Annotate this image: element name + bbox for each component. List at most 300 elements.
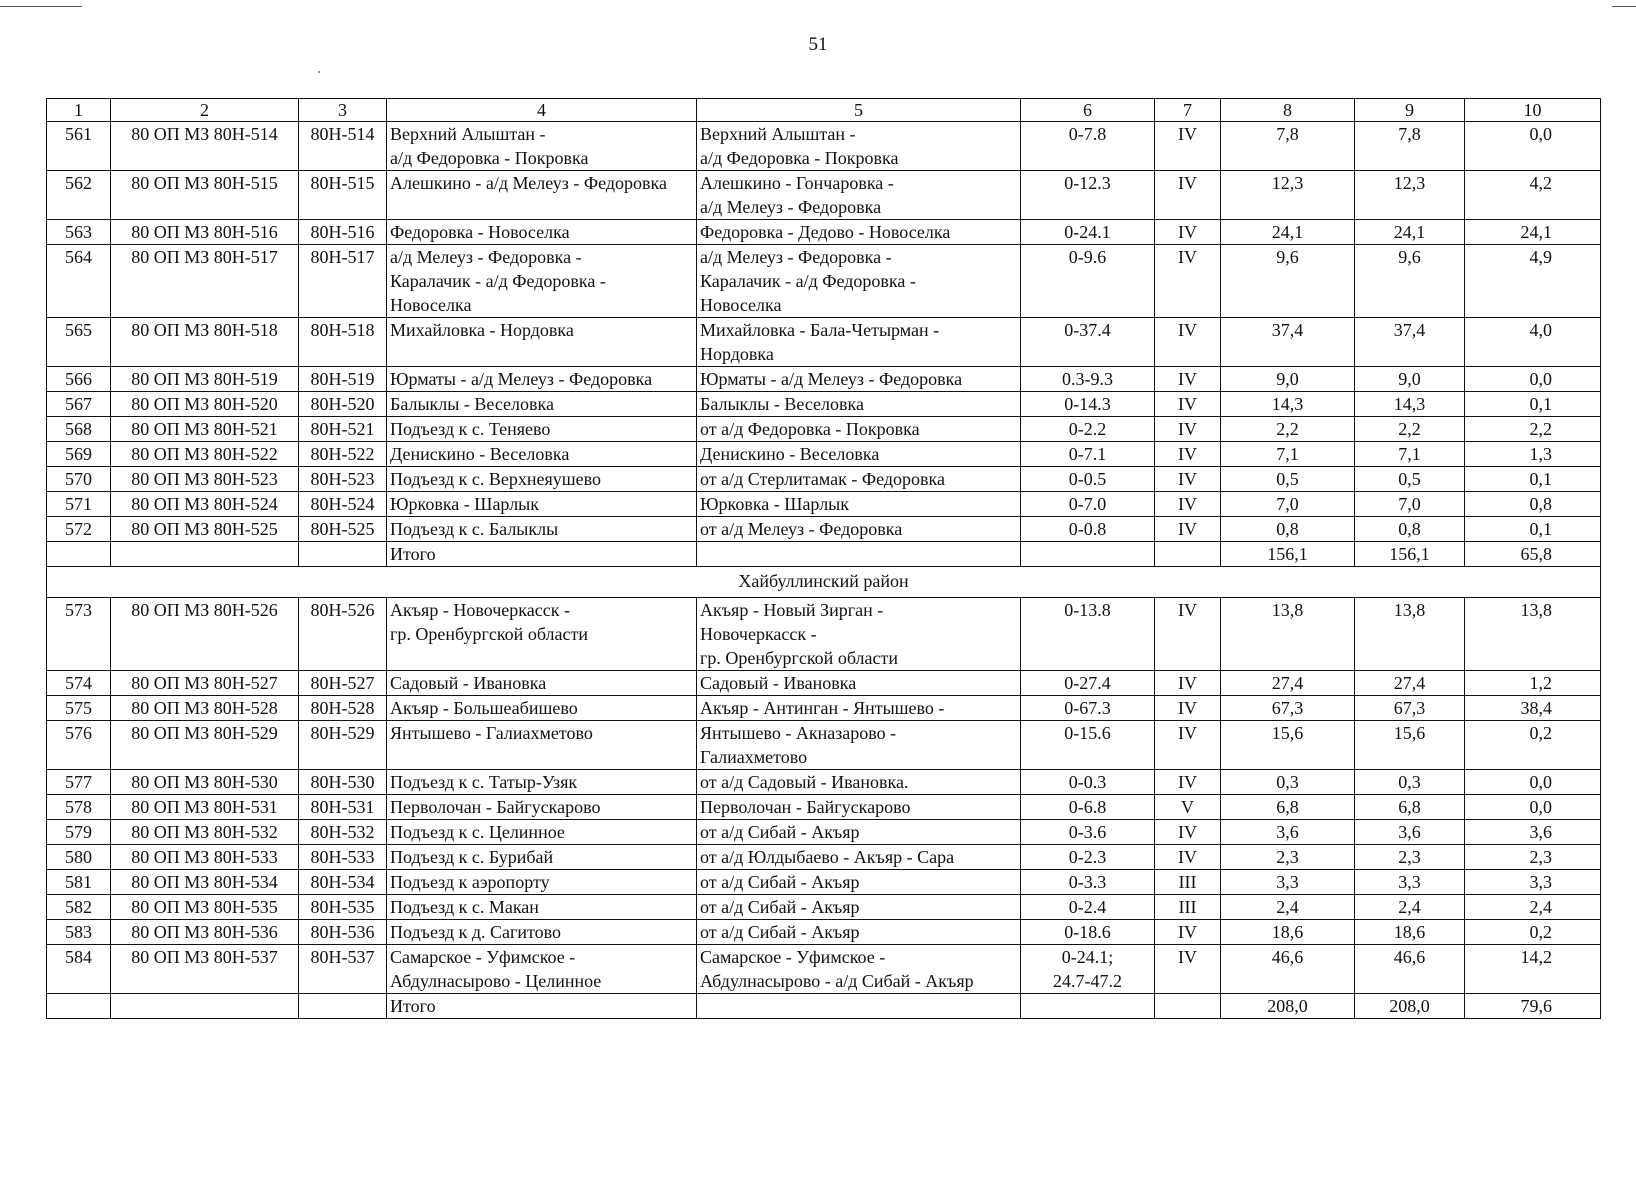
km-range: 0-7.8 (1021, 122, 1155, 171)
km-range: 0-0.5 (1021, 467, 1155, 492)
road-category: IV (1155, 392, 1221, 417)
empty-cell (1155, 542, 1221, 567)
km-range: 0-2.3 (1021, 845, 1155, 870)
road-name: а/д Мелеуз - Федоровка - Каралачик - а/д Федоровка - Новоселка (387, 245, 697, 318)
length-value: 3,3 (1465, 870, 1601, 895)
length-regional: 7,0 (1355, 492, 1465, 517)
row-number: 567 (47, 392, 111, 417)
length-regional: 27,4 (1355, 671, 1465, 696)
row-number: 571 (47, 492, 111, 517)
road-name: Акъяр - Новочеркасск - гр. Оренбургской области (387, 598, 697, 671)
road-category: IV (1155, 671, 1221, 696)
road-id: 80 ОП МЗ 80Н-531 (111, 795, 299, 820)
row-number: 576 (47, 721, 111, 770)
length-regional: 15,6 (1355, 721, 1465, 770)
column-number: 7 (1155, 99, 1221, 122)
total-value: 65,8 (1465, 542, 1601, 567)
table-row (47, 598, 1601, 671)
length-value: 0,1 (1465, 467, 1601, 492)
length-regional: 9,0 (1355, 367, 1465, 392)
length-value: 1,3 (1465, 442, 1601, 467)
length-value: 0,1 (1465, 392, 1601, 417)
length-regional: 46,6 (1355, 945, 1465, 994)
road-route: от а/д Сибай - Акъяр (697, 895, 1021, 920)
total-row (47, 994, 1601, 1019)
table-row (47, 171, 1601, 220)
km-range: 0-15.6 (1021, 721, 1155, 770)
road-id: 80 ОП МЗ 80Н-520 (111, 392, 299, 417)
row-number: 569 (47, 442, 111, 467)
road-short-code: 80Н-519 (299, 367, 387, 392)
road-route: Акъяр - Антинган - Янтышево - (697, 696, 1021, 721)
road-name: Подъезд к с. Теняево (387, 417, 697, 442)
table-row (47, 367, 1601, 392)
row-number: 566 (47, 367, 111, 392)
road-route: от а/д Сибай - Акъяр (697, 820, 1021, 845)
length-regional: 7,8 (1355, 122, 1465, 171)
road-name: Подъезд к с. Балыклы (387, 517, 697, 542)
road-short-code: 80Н-522 (299, 442, 387, 467)
empty-cell (47, 542, 111, 567)
road-id: 80 ОП МЗ 80Н-525 (111, 517, 299, 542)
road-id: 80 ОП МЗ 80Н-518 (111, 318, 299, 367)
length-total: 13,8 (1221, 598, 1355, 671)
length-regional: 67,3 (1355, 696, 1465, 721)
column-number: 6 (1021, 99, 1155, 122)
length-total: 46,6 (1221, 945, 1355, 994)
length-regional: 2,4 (1355, 895, 1465, 920)
length-value: 0,0 (1465, 795, 1601, 820)
road-category: III (1155, 870, 1221, 895)
road-name: Юрковка - Шарлык (387, 492, 697, 517)
road-short-code: 80Н-525 (299, 517, 387, 542)
length-regional: 14,3 (1355, 392, 1465, 417)
road-short-code: 80Н-527 (299, 671, 387, 696)
table-row (47, 920, 1601, 945)
road-category: IV (1155, 318, 1221, 367)
road-route: Михайловка - Бала-Четырман - Нордовка (697, 318, 1021, 367)
column-number: 2 (111, 99, 299, 122)
empty-cell (1155, 994, 1221, 1019)
row-number: 572 (47, 517, 111, 542)
table-row (47, 122, 1601, 171)
length-total: 15,6 (1221, 721, 1355, 770)
road-route: от а/д Федоровка - Покровка (697, 417, 1021, 442)
road-name: Подъезд к с. Целинное (387, 820, 697, 845)
road-category: IV (1155, 467, 1221, 492)
km-range: 0-7.1 (1021, 442, 1155, 467)
table-row (47, 945, 1601, 994)
length-value: 3,6 (1465, 820, 1601, 845)
empty-cell (111, 542, 299, 567)
km-range: 0-6.8 (1021, 795, 1155, 820)
length-regional: 0,3 (1355, 770, 1465, 795)
length-regional: 2,2 (1355, 417, 1465, 442)
road-id: 80 ОП МЗ 80Н-521 (111, 417, 299, 442)
road-id: 80 ОП МЗ 80Н-514 (111, 122, 299, 171)
km-range: 0-2.2 (1021, 417, 1155, 442)
table-row (47, 220, 1601, 245)
length-value: 24,1 (1465, 220, 1601, 245)
road-id: 80 ОП МЗ 80Н-535 (111, 895, 299, 920)
length-value: 2,4 (1465, 895, 1601, 920)
road-name: Самарское - Уфимское - Абдулнасырово - Целинное (387, 945, 697, 994)
table-row (47, 318, 1601, 367)
empty-cell (1021, 994, 1155, 1019)
road-category: IV (1155, 845, 1221, 870)
road-category: IV (1155, 945, 1221, 994)
roads-table (46, 98, 1601, 1019)
km-range: 0-0.3 (1021, 770, 1155, 795)
road-short-code: 80Н-524 (299, 492, 387, 517)
scan-speck (318, 71, 320, 73)
road-category: IV (1155, 770, 1221, 795)
road-short-code: 80Н-520 (299, 392, 387, 417)
road-route: Самарское - Уфимское - Абдулнасырово - а/д Сибай - Акъяр (697, 945, 1021, 994)
length-value: 4,2 (1465, 171, 1601, 220)
road-short-code: 80Н-536 (299, 920, 387, 945)
empty-cell (47, 994, 111, 1019)
length-total: 14,3 (1221, 392, 1355, 417)
row-number: 575 (47, 696, 111, 721)
length-value: 2,2 (1465, 417, 1601, 442)
km-range: 0-13.8 (1021, 598, 1155, 671)
road-route: от а/д Сибай - Акъяр (697, 920, 1021, 945)
length-total: 18,6 (1221, 920, 1355, 945)
km-range: 0-37.4 (1021, 318, 1155, 367)
road-route: Алешкино - Гончаровка - а/д Мелеуз - Федоровка (697, 171, 1021, 220)
column-number: 3 (299, 99, 387, 122)
km-range: 0-0.8 (1021, 517, 1155, 542)
road-route: от а/д Юлдыбаево - Акъяр - Сара (697, 845, 1021, 870)
row-number: 581 (47, 870, 111, 895)
road-name: Подъезд к с. Татыр-Узяк (387, 770, 697, 795)
road-route: Юрматы - а/д Мелеуз - Федоровка (697, 367, 1021, 392)
row-number: 584 (47, 945, 111, 994)
total-value: 79,6 (1465, 994, 1601, 1019)
table-row (47, 820, 1601, 845)
road-id: 80 ОП МЗ 80Н-530 (111, 770, 299, 795)
km-range: 0-3.3 (1021, 870, 1155, 895)
row-number: 582 (47, 895, 111, 920)
empty-cell (697, 542, 1021, 567)
column-number-row (47, 99, 1601, 122)
total-length-regional: 208,0 (1355, 994, 1465, 1019)
road-name: Балыклы - Веселовка (387, 392, 697, 417)
length-total: 0,5 (1221, 467, 1355, 492)
column-number: 1 (47, 99, 111, 122)
district-heading: Хайбуллинский район (47, 567, 1601, 598)
road-id: 80 ОП МЗ 80Н-515 (111, 171, 299, 220)
empty-cell (111, 994, 299, 1019)
road-name: Подъезд к с. Макан (387, 895, 697, 920)
road-category: IV (1155, 367, 1221, 392)
length-total: 7,8 (1221, 122, 1355, 171)
length-regional: 18,6 (1355, 920, 1465, 945)
table-row (47, 245, 1601, 318)
length-value: 0,8 (1465, 492, 1601, 517)
row-number: 579 (47, 820, 111, 845)
length-regional: 0,5 (1355, 467, 1465, 492)
road-category: IV (1155, 417, 1221, 442)
road-short-code: 80Н-534 (299, 870, 387, 895)
road-category: IV (1155, 598, 1221, 671)
length-regional: 0,8 (1355, 517, 1465, 542)
km-range: 0-2.4 (1021, 895, 1155, 920)
km-range: 0-24.1 (1021, 220, 1155, 245)
road-category: IV (1155, 171, 1221, 220)
km-range: 0-27.4 (1021, 671, 1155, 696)
road-name: Подъезд к аэропорту (387, 870, 697, 895)
road-name: Михайловка - Нордовка (387, 318, 697, 367)
km-range: 0.3-9.3 (1021, 367, 1155, 392)
road-category: III (1155, 895, 1221, 920)
total-label: Итого (387, 542, 697, 567)
row-number: 573 (47, 598, 111, 671)
table-row (47, 492, 1601, 517)
road-id: 80 ОП МЗ 80Н-524 (111, 492, 299, 517)
km-range: 0-14.3 (1021, 392, 1155, 417)
total-length-regional: 156,1 (1355, 542, 1465, 567)
length-total: 37,4 (1221, 318, 1355, 367)
road-category: V (1155, 795, 1221, 820)
road-short-code: 80Н-517 (299, 245, 387, 318)
table-row (47, 467, 1601, 492)
row-number: 568 (47, 417, 111, 442)
length-regional: 37,4 (1355, 318, 1465, 367)
road-route: от а/д Садовый - Ивановка. (697, 770, 1021, 795)
empty-cell (1021, 542, 1155, 567)
road-route: Верхний Алыштан - а/д Федоровка - Покровка (697, 122, 1021, 171)
road-name: Юрматы - а/д Мелеуз - Федоровка (387, 367, 697, 392)
total-row (47, 542, 1601, 567)
road-route: Юрковка - Шарлык (697, 492, 1021, 517)
row-number: 577 (47, 770, 111, 795)
km-range: 0-24.1; 24.7-47.2 (1021, 945, 1155, 994)
road-short-code: 80Н-532 (299, 820, 387, 845)
road-id: 80 ОП МЗ 80Н-537 (111, 945, 299, 994)
road-route: Акъяр - Новый Зирган - Новочеркасск - гр. Оренбургской области (697, 598, 1021, 671)
length-value: 4,9 (1465, 245, 1601, 318)
length-total: 7,0 (1221, 492, 1355, 517)
road-category: IV (1155, 245, 1221, 318)
length-value: 2,3 (1465, 845, 1601, 870)
total-label: Итого (387, 994, 697, 1019)
road-route: от а/д Стерлитамак - Федоровка (697, 467, 1021, 492)
road-name: Акъяр - Большеабишево (387, 696, 697, 721)
table-row (47, 671, 1601, 696)
length-total: 67,3 (1221, 696, 1355, 721)
length-total: 12,3 (1221, 171, 1355, 220)
road-id: 80 ОП МЗ 80Н-523 (111, 467, 299, 492)
road-short-code: 80Н-529 (299, 721, 387, 770)
table-row (47, 895, 1601, 920)
road-route: Перволочан - Байгускарово (697, 795, 1021, 820)
km-range: 0-12.3 (1021, 171, 1155, 220)
scan-edge-line-left (0, 6, 82, 7)
table-row (47, 417, 1601, 442)
road-category: IV (1155, 122, 1221, 171)
road-short-code: 80Н-531 (299, 795, 387, 820)
road-name: Алешкино - а/д Мелеуз - Федоровка (387, 171, 697, 220)
column-number: 8 (1221, 99, 1355, 122)
road-short-code: 80Н-535 (299, 895, 387, 920)
road-id: 80 ОП МЗ 80Н-522 (111, 442, 299, 467)
road-name: Янтышево - Галиахметово (387, 721, 697, 770)
road-name: Садовый - Ивановка (387, 671, 697, 696)
road-name: Верхний Алыштан - а/д Федоровка - Покровка (387, 122, 697, 171)
road-id: 80 ОП МЗ 80Н-532 (111, 820, 299, 845)
row-number: 580 (47, 845, 111, 870)
row-number: 564 (47, 245, 111, 318)
table-row (47, 442, 1601, 467)
table-row (47, 721, 1601, 770)
road-category: IV (1155, 820, 1221, 845)
road-short-code: 80Н-530 (299, 770, 387, 795)
road-id: 80 ОП МЗ 80Н-526 (111, 598, 299, 671)
road-category: IV (1155, 920, 1221, 945)
road-route: от а/д Мелеуз - Федоровка (697, 517, 1021, 542)
length-regional: 6,8 (1355, 795, 1465, 820)
road-name: Перволочан - Байгускарово (387, 795, 697, 820)
road-route: а/д Мелеуз - Федоровка - Каралачик - а/д Федоровка - Новоселка (697, 245, 1021, 318)
road-short-code: 80Н-516 (299, 220, 387, 245)
road-short-code: 80Н-528 (299, 696, 387, 721)
km-range: 0-3.6 (1021, 820, 1155, 845)
page-number: 51 (808, 34, 828, 55)
length-value: 38,4 (1465, 696, 1601, 721)
table-row (47, 870, 1601, 895)
length-regional: 24,1 (1355, 220, 1465, 245)
road-id: 80 ОП МЗ 80Н-534 (111, 870, 299, 895)
length-regional: 13,8 (1355, 598, 1465, 671)
length-regional: 2,3 (1355, 845, 1465, 870)
road-short-code: 80Н-526 (299, 598, 387, 671)
total-length: 208,0 (1221, 994, 1355, 1019)
length-total: 27,4 (1221, 671, 1355, 696)
road-route: Садовый - Ивановка (697, 671, 1021, 696)
road-short-code: 80Н-514 (299, 122, 387, 171)
length-total: 2,2 (1221, 417, 1355, 442)
road-name: Подъезд к с. Верхнеяушево (387, 467, 697, 492)
length-value: 0,1 (1465, 517, 1601, 542)
road-id: 80 ОП МЗ 80Н-527 (111, 671, 299, 696)
table-row (47, 845, 1601, 870)
length-regional: 12,3 (1355, 171, 1465, 220)
road-name: Федоровка - Новоселка (387, 220, 697, 245)
length-value: 0,0 (1465, 122, 1601, 171)
road-id: 80 ОП МЗ 80Н-519 (111, 367, 299, 392)
road-route: Денискино - Веселовка (697, 442, 1021, 467)
road-name: Подъезд к с. Бурибай (387, 845, 697, 870)
km-range: 0-18.6 (1021, 920, 1155, 945)
length-value: 1,2 (1465, 671, 1601, 696)
road-short-code: 80Н-523 (299, 467, 387, 492)
length-total: 24,1 (1221, 220, 1355, 245)
length-total: 2,4 (1221, 895, 1355, 920)
length-regional: 7,1 (1355, 442, 1465, 467)
road-id: 80 ОП МЗ 80Н-533 (111, 845, 299, 870)
road-category: IV (1155, 492, 1221, 517)
total-length: 156,1 (1221, 542, 1355, 567)
empty-cell (299, 994, 387, 1019)
table-row (47, 392, 1601, 417)
table-row (47, 517, 1601, 542)
row-number: 562 (47, 171, 111, 220)
length-total: 0,8 (1221, 517, 1355, 542)
road-category: IV (1155, 721, 1221, 770)
road-category: IV (1155, 696, 1221, 721)
length-total: 7,1 (1221, 442, 1355, 467)
column-number: 10 (1465, 99, 1601, 122)
length-value: 0,2 (1465, 721, 1601, 770)
length-total: 3,6 (1221, 820, 1355, 845)
length-total: 6,8 (1221, 795, 1355, 820)
row-number: 574 (47, 671, 111, 696)
road-category: IV (1155, 517, 1221, 542)
table-row (47, 696, 1601, 721)
length-value: 0,2 (1465, 920, 1601, 945)
column-number: 4 (387, 99, 697, 122)
length-total: 3,3 (1221, 870, 1355, 895)
district-row (47, 567, 1601, 598)
length-total: 9,0 (1221, 367, 1355, 392)
length-total: 2,3 (1221, 845, 1355, 870)
road-name: Денискино - Веселовка (387, 442, 697, 467)
road-short-code: 80Н-533 (299, 845, 387, 870)
length-total: 0,3 (1221, 770, 1355, 795)
length-value: 0,0 (1465, 367, 1601, 392)
road-route: Федоровка - Дедово - Новоселка (697, 220, 1021, 245)
road-route: Балыклы - Веселовка (697, 392, 1021, 417)
length-value: 13,8 (1465, 598, 1601, 671)
empty-cell (697, 994, 1021, 1019)
road-short-code: 80Н-515 (299, 171, 387, 220)
length-value: 4,0 (1465, 318, 1601, 367)
row-number: 565 (47, 318, 111, 367)
row-number: 570 (47, 467, 111, 492)
scan-edge-line-right (1612, 6, 1636, 7)
road-id: 80 ОП МЗ 80Н-528 (111, 696, 299, 721)
length-regional: 9,6 (1355, 245, 1465, 318)
road-category: IV (1155, 220, 1221, 245)
table-row (47, 770, 1601, 795)
length-regional: 3,3 (1355, 870, 1465, 895)
road-id: 80 ОП МЗ 80Н-517 (111, 245, 299, 318)
length-value: 0,0 (1465, 770, 1601, 795)
length-regional: 3,6 (1355, 820, 1465, 845)
km-range: 0-7.0 (1021, 492, 1155, 517)
road-route: Янтышево - Акназарово - Галиахметово (697, 721, 1021, 770)
row-number: 563 (47, 220, 111, 245)
column-number: 9 (1355, 99, 1465, 122)
row-number: 583 (47, 920, 111, 945)
km-range: 0-67.3 (1021, 696, 1155, 721)
table-body (47, 99, 1601, 1019)
km-range: 0-9.6 (1021, 245, 1155, 318)
road-category: IV (1155, 442, 1221, 467)
road-short-code: 80Н-537 (299, 945, 387, 994)
road-short-code: 80Н-518 (299, 318, 387, 367)
length-total: 9,6 (1221, 245, 1355, 318)
road-id: 80 ОП МЗ 80Н-516 (111, 220, 299, 245)
road-id: 80 ОП МЗ 80Н-529 (111, 721, 299, 770)
row-number: 578 (47, 795, 111, 820)
row-number: 561 (47, 122, 111, 171)
length-value: 14,2 (1465, 945, 1601, 994)
road-name: Подъезд к д. Сагитово (387, 920, 697, 945)
empty-cell (299, 542, 387, 567)
